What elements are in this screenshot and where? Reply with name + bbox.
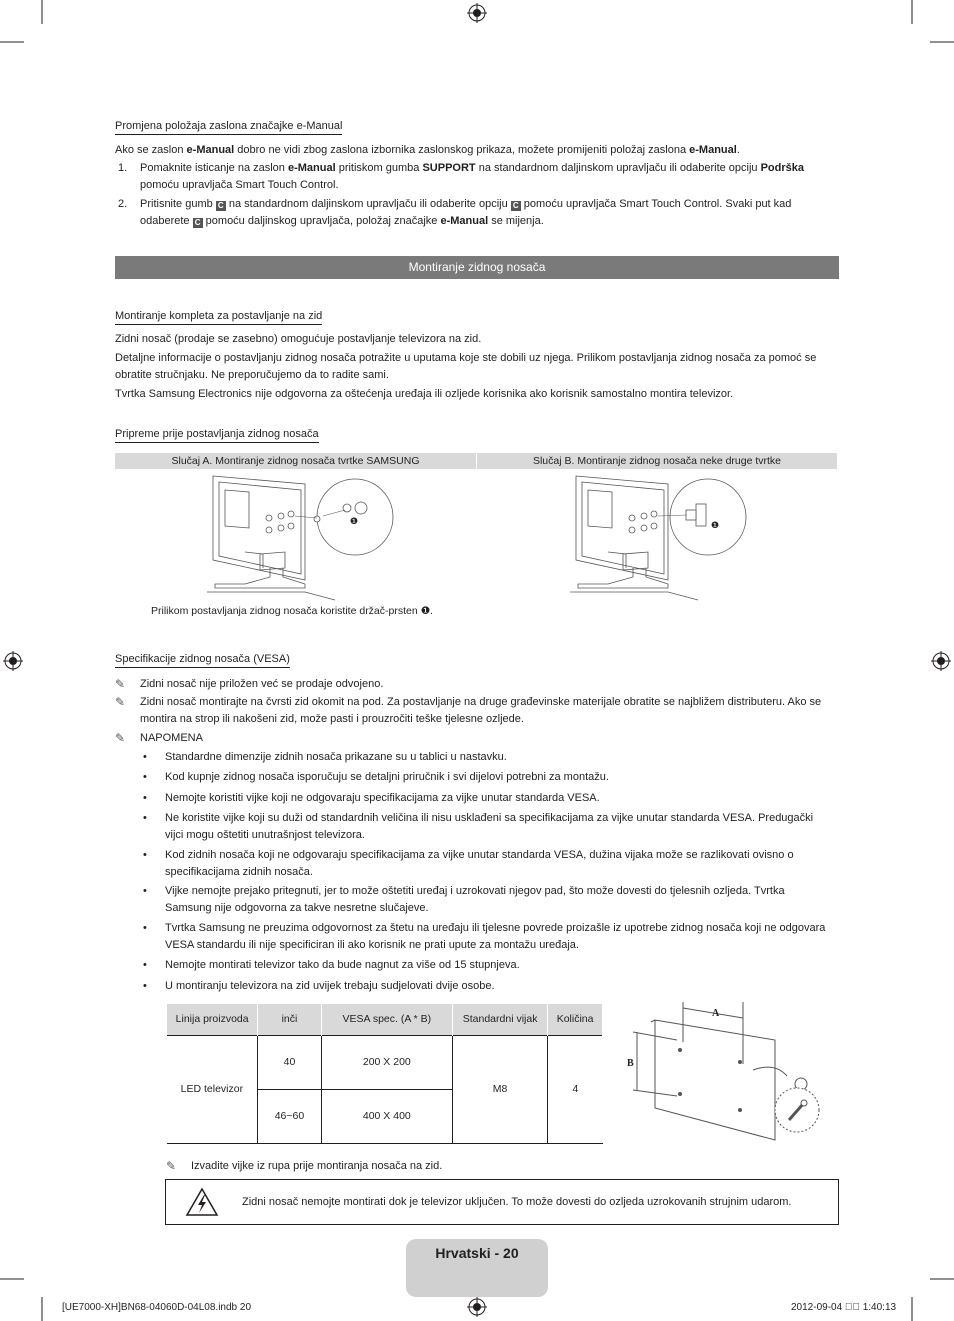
footer-file-info: [UE7000-XH]BN68-04060D-04L08.indb 20 xyxy=(62,1302,252,1313)
note-3: ✎ NAPOMENA xyxy=(115,731,203,745)
note-2: ✎ Zidni nosač montirajte na čvrsti zid okomit na pod. Za postavljanje na druge građevinske materijale obratite se najbližem distributeru. Ako se montira na strop ili nakošeni zid, može pasti i prouzročiti teške tjelesne ozljede. xyxy=(115,695,822,725)
tv-back-illustration-a xyxy=(205,472,395,607)
col-header: Linija proizvoda xyxy=(167,1004,258,1036)
svg-text:❶: ❶ xyxy=(711,520,720,530)
col-header: VESA spec. (A * B) xyxy=(321,1004,452,1036)
electric-shock-warning xyxy=(165,1179,839,1225)
vesa-spec-heading: Specifikacije zidnog nosača (VESA) xyxy=(115,652,290,668)
page-number: Hrvatski - 20 xyxy=(435,1245,519,1261)
registration-mark-left xyxy=(3,651,23,671)
table-header-row xyxy=(167,1004,603,1036)
bullet-5: • Kod zidnih nosača koji ne odgovaraju specifikacijama za vijke unutar standarda VESA, dužina vijaka može se razlikovati ovisno o specifikacijama zidnih nosača. xyxy=(143,849,794,878)
c-button-icon: C xyxy=(193,218,203,228)
holder-ring-caption: Prilikom postavljanja zidnog nosača koristite držač-prsten ❶. xyxy=(151,605,433,617)
note-1: ✎ Zidni nosač nije priložen već se prodaje odvojeno. xyxy=(115,677,384,691)
table-row xyxy=(167,1036,603,1090)
emanual-step-2: 2. Pritisnite gumb C na standardnom daljinskom upravljaču ili odaberite opciju C pomoću upravljača Smart Touch Control. Svaki put kad odaberete C pomoću daljinskog upravljača, položaj značajke e-Manual se mijenja. xyxy=(118,198,792,227)
svg-text:B: B xyxy=(627,1058,634,1069)
note-pencil-icon: ✎ xyxy=(115,677,126,691)
emanual-position-heading: Promjena položaja zaslona značajke e-Manual xyxy=(115,119,342,135)
warning-text: Zidni nosač nemojte montirati dok je televizor uključen. To može dovesti do ozljeda uzrokovanih strujnim udarom. xyxy=(242,1196,792,1208)
registration-mark-right xyxy=(931,651,951,671)
note-pencil-icon: ✎ xyxy=(115,695,126,709)
bullet-3: • Nemojte koristiti vijke koji ne odgovaraju specifikacijama za vijke unutar standarda VESA. xyxy=(143,792,600,804)
emanual-step-1: 1. Pomaknite isticanje na zaslon e-Manual pritiskom gumba SUPPORT na standardnom daljinskom upravljaču ili odaberite opciju Podrška pomoću upravljača Smart Touch Control. xyxy=(118,162,805,191)
preparation-heading: Pripreme prije postavljanja zidnog nosača xyxy=(115,427,319,443)
bullet-9: • U montiranju televizora na zid uvijek trebaju sudjelovati dvije osobe. xyxy=(143,980,495,992)
vesa-cell: 400 X 400 xyxy=(321,1090,452,1144)
inch-cell: 46~60 xyxy=(258,1090,321,1144)
col-header: Standardni vijak xyxy=(452,1004,547,1036)
c-button-icon: C xyxy=(216,201,226,211)
c-button-icon: C xyxy=(511,201,521,211)
vesa-spec-table xyxy=(166,1004,603,1144)
screw-cell: M8 xyxy=(452,1036,547,1144)
wall-mount-kit-heading: Montiranje kompleta za postavljanje na zid xyxy=(115,309,322,325)
svg-text:❶: ❶ xyxy=(350,516,359,526)
vesa-diagram xyxy=(625,1000,825,1145)
vesa-cell: 200 X 200 xyxy=(321,1036,452,1090)
registration-mark-top xyxy=(467,3,487,23)
bullet-4: • Ne koristite vijke koji su duži od standardnih veličina ili nisu usklađeni sa specifikacijama za vijke unutar standarda VESA. Predugački vijci mogu oštetiti unutrašnjost televizora. xyxy=(143,812,814,841)
bullet-8: • Nemojte montirati televizor tako da bude nagnut za više od 15 stupnjeva. xyxy=(143,959,520,971)
quantity-cell: 4 xyxy=(548,1036,603,1144)
bullet-2: • Kod kupnje zidnog nosača isporučuju se detaljni priručnik i svi dijelovi potrebni za montažu. xyxy=(143,771,609,783)
footer-timestamp: 2012-09-04 ￿￿ 1:40:13 xyxy=(791,1302,897,1313)
svg-text:A: A xyxy=(712,1008,720,1019)
registration-mark-bottom xyxy=(467,1297,487,1317)
col-header: Količina xyxy=(548,1004,603,1036)
wall-mount-kit-text: Zidni nosač (prodaje se zasebno) omogućuje postavljanje televizora na zid. Detaljne informacije o postavljanju zidnog nosača potražite u uputama koje ste dobili uz njega. Prilikom postavljanja zidnog nosača za pomoć se obratite stručnjaku. Ne preporučujemo da to radite sami. Tvrtka Samsung Electronics nije odgovorna za oštećenja uređaja ili ozljede korisnika ako korisnik samostalno montira televizor. xyxy=(115,333,817,400)
product-line-cell: LED televizor xyxy=(167,1036,258,1144)
note-pencil-icon: ✎ xyxy=(166,1159,177,1173)
bullet-7: • Tvrtka Samsung ne preuzima odgovornost za štetu na uređaju ili tjelesne povrede proizašle iz upotrebe zidnog nosača koji ne odgovara VESA standardu ili nije specificiran ili ako korisnik ne prati upute za montažu uređaja. xyxy=(143,922,826,951)
col-header: inči xyxy=(258,1004,321,1036)
case-b-caption: Slučaj B. Montiranje zidnog nosača neke druge tvrtke xyxy=(477,453,837,469)
emanual-intro: Ako se zaslon e-Manual dobro ne vidi zbog zaslona izbornika zaslonskog prikaza, možete promijeniti položaj zaslona e-Manual. xyxy=(115,144,740,156)
note-after-table: ✎ Izvadite vijke iz rupa prije montiranja nosača na zid. xyxy=(166,1159,443,1173)
bullet-6: • Vijke nemojte prejako pritegnuti, jer to može oštetiti uređaj i uzrokovati njegov pad, što može dovesti do tjelesnih ozljeda. Tvrtka Samsung nije odgovorna za takve nesretne slučajeve. xyxy=(143,885,785,914)
note-pencil-icon: ✎ xyxy=(115,731,126,745)
bullet-1: • Standardne dimenzije zidnih nosača prikazane su u tablici u nastavku. xyxy=(143,751,507,763)
page-number-tab xyxy=(406,1239,548,1297)
inch-cell: 40 xyxy=(258,1036,321,1090)
electric-shock-warning-icon xyxy=(185,1187,219,1217)
section-title-bar: Montiranje zidnog nosača xyxy=(115,256,839,279)
tv-back-illustration-b xyxy=(568,472,758,607)
case-a-caption: Slučaj A. Montiranje zidnog nosača tvrtke SAMSUNG xyxy=(115,453,476,469)
